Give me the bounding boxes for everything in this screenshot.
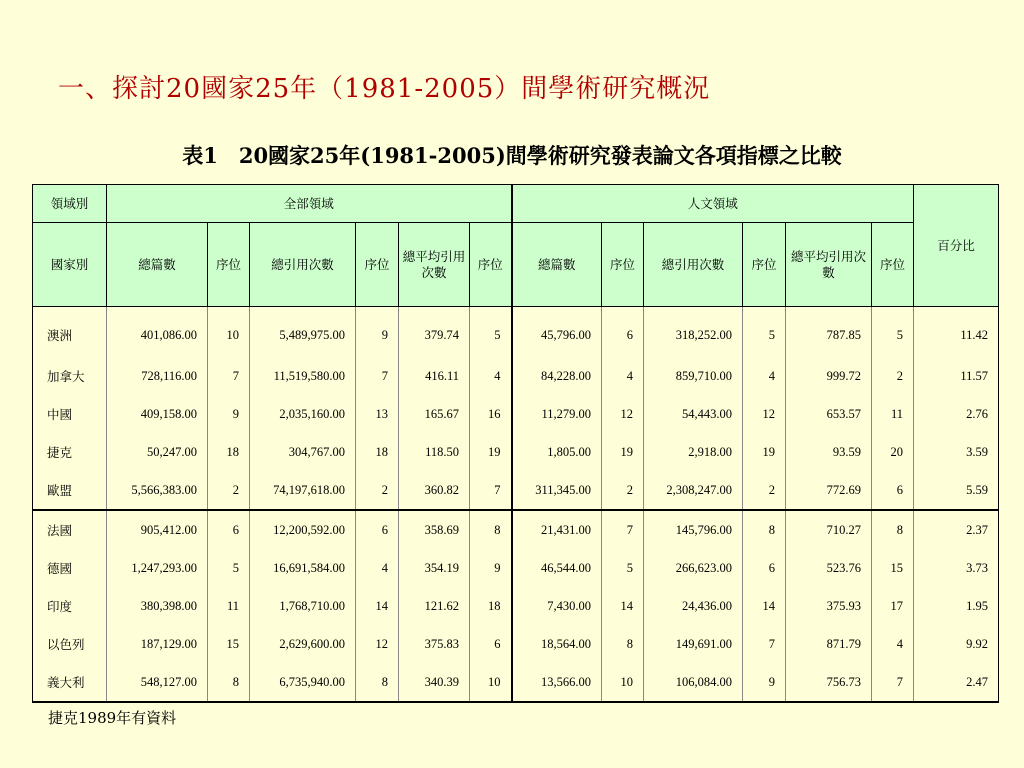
cell-avg: 165.67 [399, 395, 470, 433]
cell-avg-rank: 4 [470, 357, 512, 395]
cell-h-citations-rank: 8 [743, 510, 786, 549]
table-caption: 表1 20國家25年(1981-2005)間學術研究發表論文各項指標之比較 [182, 143, 842, 168]
cell-h-papers-rank: 6 [602, 307, 644, 358]
header-humanities: 人文領域 [512, 185, 914, 223]
cell-h-citations-rank: 7 [743, 625, 786, 663]
cell-papers: 50,247.00 [107, 433, 208, 471]
cell-h-papers-rank: 14 [602, 587, 644, 625]
cell-papers: 728,116.00 [107, 357, 208, 395]
cell-avg: 121.62 [399, 587, 470, 625]
cell-h-avg-rank: 17 [872, 587, 914, 625]
cell-percent: 11.42 [914, 307, 999, 358]
cell-percent: 3.59 [914, 433, 999, 471]
cell-citations: 16,691,584.00 [250, 549, 356, 587]
cell-papers-rank: 15 [208, 625, 250, 663]
cell-papers-rank: 18 [208, 433, 250, 471]
cell-h-papers: 84,228.00 [512, 357, 602, 395]
cell-avg-rank: 16 [470, 395, 512, 433]
cell-percent: 2.37 [914, 510, 999, 549]
cell-h-papers: 45,796.00 [512, 307, 602, 358]
cell-h-papers: 7,430.00 [512, 587, 602, 625]
cell-country: 歐盟 [33, 471, 107, 510]
cell-h-papers: 311,345.00 [512, 471, 602, 510]
cell-avg-rank: 10 [470, 663, 512, 702]
header-h-total-citations: 總引用次數 [644, 223, 743, 307]
cell-h-papers-rank: 8 [602, 625, 644, 663]
cell-h-papers: 13,566.00 [512, 663, 602, 702]
table-row [33, 471, 999, 510]
cell-h-avg: 523.76 [786, 549, 872, 587]
cell-avg-rank: 9 [470, 549, 512, 587]
cell-h-avg: 93.59 [786, 433, 872, 471]
cell-citations-rank: 12 [356, 625, 399, 663]
cell-h-citations: 859,710.00 [644, 357, 743, 395]
cell-citations: 12,200,592.00 [250, 510, 356, 549]
cell-h-papers-rank: 10 [602, 663, 644, 702]
cell-country: 法國 [33, 510, 107, 549]
cell-citations: 11,519,580.00 [250, 357, 356, 395]
table-row [33, 625, 999, 663]
cell-citations: 6,735,940.00 [250, 663, 356, 702]
cell-h-citations-rank: 6 [743, 549, 786, 587]
header-total-citations: 總引用次數 [250, 223, 356, 307]
cell-papers: 187,129.00 [107, 625, 208, 663]
table-body [33, 307, 999, 703]
cell-h-citations-rank: 5 [743, 307, 786, 358]
cell-h-avg-rank: 7 [872, 663, 914, 702]
table-row [33, 433, 999, 471]
cell-citations-rank: 6 [356, 510, 399, 549]
cell-h-avg-rank: 11 [872, 395, 914, 433]
cell-h-citations: 24,436.00 [644, 587, 743, 625]
cell-h-citations: 2,918.00 [644, 433, 743, 471]
cell-percent: 11.57 [914, 357, 999, 395]
cell-h-papers-rank: 2 [602, 471, 644, 510]
header-percent: 百分比 [914, 185, 999, 307]
cell-citations-rank: 13 [356, 395, 399, 433]
cell-avg-rank: 6 [470, 625, 512, 663]
header-total-papers: 總篇數 [107, 223, 208, 307]
cell-avg: 340.39 [399, 663, 470, 702]
cell-citations-rank: 8 [356, 663, 399, 702]
table-row [33, 395, 999, 433]
cell-papers-rank: 7 [208, 357, 250, 395]
cell-h-avg-rank: 5 [872, 307, 914, 358]
cell-percent: 3.73 [914, 549, 999, 587]
cell-papers-rank: 8 [208, 663, 250, 702]
cell-avg-rank: 18 [470, 587, 512, 625]
table-row [33, 357, 999, 395]
header-rank: 序位 [602, 223, 644, 307]
cell-country: 加拿大 [33, 357, 107, 395]
cell-citations: 304,767.00 [250, 433, 356, 471]
header-rank: 序位 [872, 223, 914, 307]
table-row [33, 663, 999, 702]
cell-h-avg-rank: 15 [872, 549, 914, 587]
cell-citations: 5,489,975.00 [250, 307, 356, 358]
cell-h-citations-rank: 19 [743, 433, 786, 471]
cell-h-citations-rank: 9 [743, 663, 786, 702]
cell-h-papers-rank: 4 [602, 357, 644, 395]
cell-h-papers-rank: 12 [602, 395, 644, 433]
slide-title: 一、探討20國家25年（1981-2005）間學術研究概況 [58, 74, 711, 104]
cell-papers-rank: 5 [208, 549, 250, 587]
cell-h-papers-rank: 5 [602, 549, 644, 587]
cell-h-avg: 653.57 [786, 395, 872, 433]
cell-h-avg: 375.93 [786, 587, 872, 625]
cell-avg-rank: 19 [470, 433, 512, 471]
header-avg-citations: 總平均引用次數 [399, 223, 470, 307]
table-row [33, 510, 999, 549]
cell-h-citations-rank: 12 [743, 395, 786, 433]
cell-papers: 5,566,383.00 [107, 471, 208, 510]
cell-country: 德國 [33, 549, 107, 587]
cell-country: 義大利 [33, 663, 107, 702]
cell-papers: 548,127.00 [107, 663, 208, 702]
cell-percent: 1.95 [914, 587, 999, 625]
cell-h-papers: 21,431.00 [512, 510, 602, 549]
cell-citations: 74,197,618.00 [250, 471, 356, 510]
table-row [33, 549, 999, 587]
cell-h-papers-rank: 7 [602, 510, 644, 549]
cell-papers-rank: 9 [208, 395, 250, 433]
table-row [33, 587, 999, 625]
cell-citations-rank: 14 [356, 587, 399, 625]
cell-h-citations-rank: 14 [743, 587, 786, 625]
cell-h-citations: 106,084.00 [644, 663, 743, 702]
header-all-fields: 全部領域 [107, 185, 512, 223]
cell-h-papers: 1,805.00 [512, 433, 602, 471]
cell-h-avg-rank: 2 [872, 357, 914, 395]
cell-h-citations: 149,691.00 [644, 625, 743, 663]
cell-h-citations: 2,308,247.00 [644, 471, 743, 510]
cell-h-avg-rank: 20 [872, 433, 914, 471]
cell-papers: 380,398.00 [107, 587, 208, 625]
comparison-table [32, 184, 999, 703]
cell-avg: 416.11 [399, 357, 470, 395]
cell-avg-rank: 8 [470, 510, 512, 549]
cell-citations-rank: 2 [356, 471, 399, 510]
cell-percent: 2.76 [914, 395, 999, 433]
cell-country: 印度 [33, 587, 107, 625]
cell-papers: 905,412.00 [107, 510, 208, 549]
cell-papers: 401,086.00 [107, 307, 208, 358]
header-h-avg-citations: 總平均引用次數 [786, 223, 872, 307]
cell-citations: 2,035,160.00 [250, 395, 356, 433]
cell-avg-rank: 5 [470, 307, 512, 358]
footnote: 捷克1989年有資料 [48, 709, 177, 727]
cell-h-citations-rank: 4 [743, 357, 786, 395]
cell-papers: 409,158.00 [107, 395, 208, 433]
header-field: 領域別 [33, 185, 107, 223]
header-rank: 序位 [208, 223, 250, 307]
cell-h-citations: 54,443.00 [644, 395, 743, 433]
header-rank: 序位 [470, 223, 512, 307]
cell-h-papers: 18,564.00 [512, 625, 602, 663]
cell-citations-rank: 9 [356, 307, 399, 358]
cell-citations-rank: 4 [356, 549, 399, 587]
cell-h-avg-rank: 6 [872, 471, 914, 510]
cell-papers-rank: 10 [208, 307, 250, 358]
cell-avg: 354.19 [399, 549, 470, 587]
cell-citations: 2,629,600.00 [250, 625, 356, 663]
cell-papers-rank: 11 [208, 587, 250, 625]
cell-h-avg: 999.72 [786, 357, 872, 395]
header-rank: 序位 [356, 223, 399, 307]
cell-percent: 5.59 [914, 471, 999, 510]
cell-country: 以色列 [33, 625, 107, 663]
cell-h-citations: 266,623.00 [644, 549, 743, 587]
cell-h-avg: 756.73 [786, 663, 872, 702]
cell-percent: 2.47 [914, 663, 999, 702]
cell-papers-rank: 2 [208, 471, 250, 510]
table-row [33, 307, 999, 358]
cell-country: 澳洲 [33, 307, 107, 358]
header-country: 國家別 [33, 223, 107, 307]
cell-h-avg: 871.79 [786, 625, 872, 663]
cell-h-citations: 145,796.00 [644, 510, 743, 549]
cell-avg: 379.74 [399, 307, 470, 358]
cell-avg: 118.50 [399, 433, 470, 471]
cell-papers: 1,247,293.00 [107, 549, 208, 587]
cell-h-avg: 710.27 [786, 510, 872, 549]
cell-citations-rank: 7 [356, 357, 399, 395]
cell-citations: 1,768,710.00 [250, 587, 356, 625]
cell-avg-rank: 7 [470, 471, 512, 510]
cell-h-avg-rank: 8 [872, 510, 914, 549]
cell-percent: 9.92 [914, 625, 999, 663]
cell-avg: 360.82 [399, 471, 470, 510]
cell-papers-rank: 6 [208, 510, 250, 549]
cell-h-papers: 46,544.00 [512, 549, 602, 587]
cell-h-avg: 772.69 [786, 471, 872, 510]
cell-avg: 375.83 [399, 625, 470, 663]
cell-country: 中國 [33, 395, 107, 433]
cell-country: 捷克 [33, 433, 107, 471]
cell-h-papers-rank: 19 [602, 433, 644, 471]
cell-citations-rank: 18 [356, 433, 399, 471]
header-rank: 序位 [743, 223, 786, 307]
cell-h-citations-rank: 2 [743, 471, 786, 510]
cell-h-citations: 318,252.00 [644, 307, 743, 358]
cell-h-avg-rank: 4 [872, 625, 914, 663]
cell-h-papers: 11,279.00 [512, 395, 602, 433]
cell-h-avg: 787.85 [786, 307, 872, 358]
header-h-total-papers: 總篇數 [512, 223, 602, 307]
cell-avg: 358.69 [399, 510, 470, 549]
